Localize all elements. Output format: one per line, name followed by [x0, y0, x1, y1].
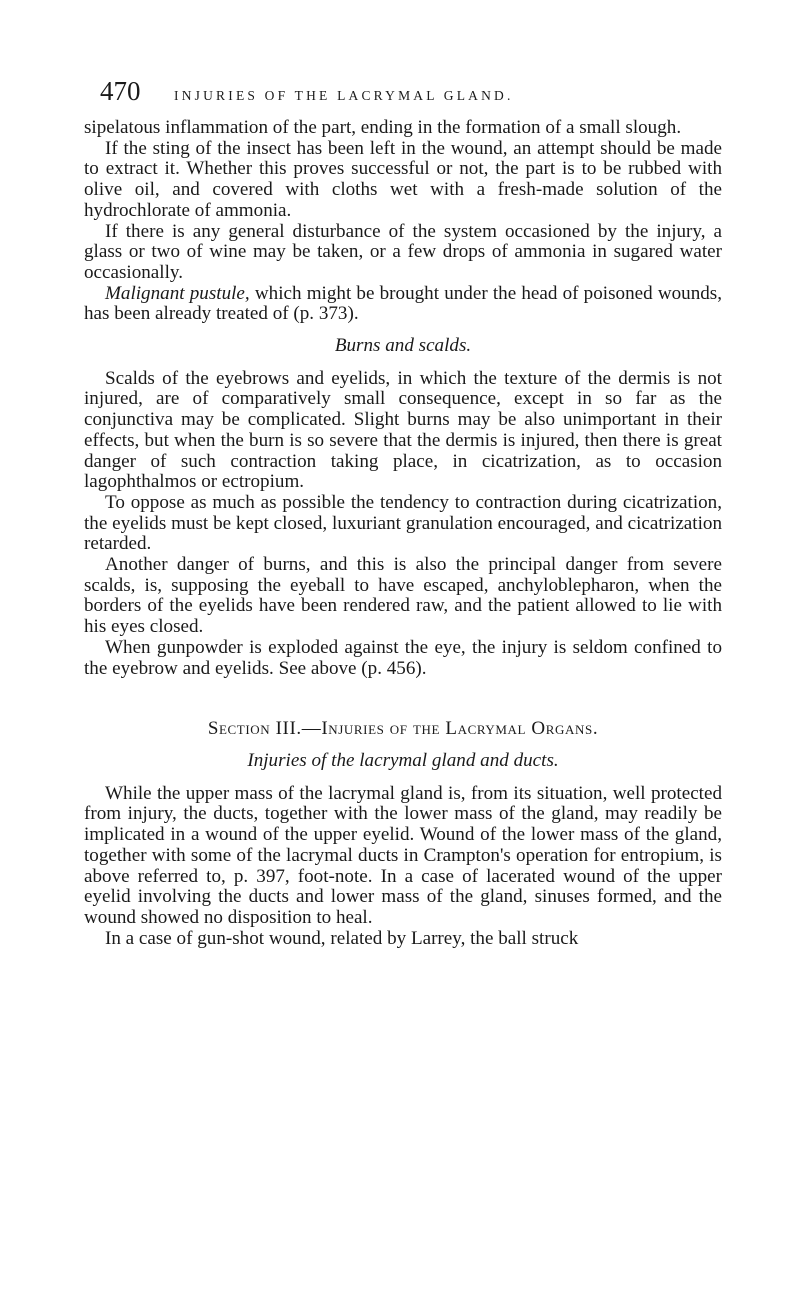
- paragraph: To oppose as much as possible the tendency to contraction during cicatrization, the eyelids must be kept closed, luxuriant granulation encouraged, and cicatrization retarded.: [84, 491, 722, 555]
- paragraph: If the sting of the insect has been left in the wound, an attempt should be made to extract it. Whether this proves successful or not, the part is to be rubbed with olive oil, and covered with cloths wet with a fresh-made solution of the hydrochlorate of ammonia.: [84, 137, 722, 221]
- italic-term: Malignant pustule,: [105, 282, 250, 304]
- subheading-burns: Burns and scalds.: [334, 335, 472, 357]
- paragraph: sipelatous inflammation of the part, ending in the formation of a small slough.: [84, 117, 682, 138]
- paragraph: When gunpowder is exploded against the eye, the injury is seldom confined to the eyebrow and eyelids. See above (p. 456).: [84, 636, 722, 679]
- paragraph: [84, 284, 722, 325]
- body-text: [84, 118, 722, 949]
- paragraph: In a case of gun-shot wound, related by Larrey, the ball struck: [105, 927, 579, 949]
- paragraph: While the upper mass of the lacrymal gland is, from its situation, well protected from injury, the ducts, together with the lower mass of the gland, may readily be implicated in a wound of the upper eyelid. Wound of the lower mass of the gland, together with some of the lacrymal ducts in Crampton's operation for entropium, is above referred to, p. 397, foot-note. In a case of lacerated wound of the upper eyelid involving the ducts and lower mass of the gland, sinuses formed, and the wound showed no disposition to heal.: [84, 782, 722, 928]
- page-number: 470: [100, 76, 141, 106]
- running-head: INJURIES OF THE LACRYMAL GLAND.: [174, 88, 514, 103]
- paragraph: If there is any general disturbance of the system occasioned by the injury, a glass or two of wine may be taken, or a few drops of ammonia in sugared water occasionally.: [84, 220, 722, 283]
- paragraph: Another danger of burns, and this is also the principal danger from severe scalds, is, supposing the eyeball to have escaped, anchyloblepharon, when the borders of the eyelids have been rendered raw, and the patient allowed to lie with his eyes closed.: [84, 554, 722, 638]
- paragraph-text: which might be brought under the head of poisoned wounds, has been already treated of (p. 373).: [84, 282, 722, 325]
- subheading-lacrymal: Injuries of the lacrymal gland and ducts.: [247, 749, 559, 771]
- section-heading: Section III.—Injuries of the Lacrymal Organs.: [207, 718, 599, 740]
- paragraph: Scalds of the eyebrows and eyelids, in which the texture of the dermis is not injured, are of comparatively small consequence, except in so far as the conjunctiva may be complicated. Slight burns may be also unimportant in their effects, but when the burn is so severe that the dermis is injured, then there is great danger of such contraction taking place, in cicatrization, as to occasion lagophthalmos or ectropium.: [84, 367, 722, 493]
- page-header: [100, 76, 690, 107]
